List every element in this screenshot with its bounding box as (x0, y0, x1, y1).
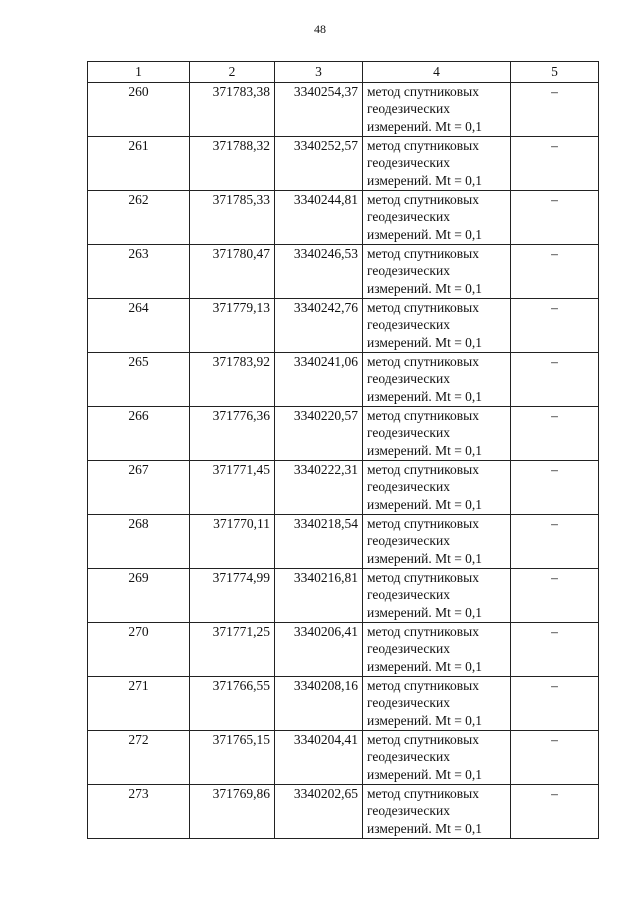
coordinate-y: 3340216,81 (275, 569, 363, 623)
method-line: метод спутниковых (367, 678, 479, 693)
method-line: геодезических (367, 803, 450, 819)
coordinate-x: 371771,25 (190, 623, 275, 677)
point-number: 260 (88, 83, 190, 137)
method-line: измерений. Mt = 0,1 (367, 118, 483, 134)
note-dash: – (511, 731, 599, 785)
method-line: метод спутниковых (367, 300, 479, 315)
table-row (88, 623, 599, 677)
point-number: 264 (88, 299, 190, 353)
header-row (88, 62, 599, 83)
table-row (88, 191, 599, 245)
method-description (363, 137, 511, 191)
header-col-3: 3 (275, 62, 363, 83)
method-description (363, 515, 511, 569)
method-line: геодезических (367, 371, 450, 387)
point-number: 266 (88, 407, 190, 461)
method-line: геодезических (367, 155, 450, 171)
coordinate-y: 3340244,81 (275, 191, 363, 245)
note-dash: – (511, 245, 599, 299)
method-line: измерений. Mt = 0,1 (367, 226, 483, 242)
point-number: 273 (88, 785, 190, 839)
point-number: 261 (88, 137, 190, 191)
point-number: 269 (88, 569, 190, 623)
coordinate-y: 3340254,37 (275, 83, 363, 137)
table-header (88, 62, 599, 83)
coordinate-y: 3340218,54 (275, 515, 363, 569)
note-dash: – (511, 785, 599, 839)
method-line: метод спутниковых (367, 516, 479, 531)
table-row (88, 731, 599, 785)
coordinate-x: 371780,47 (190, 245, 275, 299)
method-line: метод спутниковых (367, 786, 479, 801)
note-dash: – (511, 191, 599, 245)
method-line: измерений. Mt = 0,1 (367, 712, 483, 728)
note-dash: – (511, 623, 599, 677)
coordinate-x: 371785,33 (190, 191, 275, 245)
method-line: метод спутниковых (367, 84, 479, 99)
coordinate-y: 3340252,57 (275, 137, 363, 191)
method-line: метод спутниковых (367, 138, 479, 153)
table-row (88, 677, 599, 731)
point-number: 265 (88, 353, 190, 407)
note-dash: – (511, 515, 599, 569)
method-line: геодезических (367, 425, 450, 441)
method-line: измерений. Mt = 0,1 (367, 496, 483, 512)
method-line: метод спутниковых (367, 570, 479, 585)
table-row (88, 299, 599, 353)
note-dash: – (511, 569, 599, 623)
method-line: измерений. Mt = 0,1 (367, 766, 483, 782)
table-row (88, 137, 599, 191)
method-description (363, 731, 511, 785)
point-number: 270 (88, 623, 190, 677)
coordinate-x: 371770,11 (190, 515, 275, 569)
coordinate-y: 3340204,41 (275, 731, 363, 785)
note-dash: – (511, 299, 599, 353)
method-line: геодезических (367, 317, 450, 333)
point-number: 267 (88, 461, 190, 515)
table-body (88, 83, 599, 839)
method-line: измерений. Mt = 0,1 (367, 442, 483, 458)
method-line: измерений. Mt = 0,1 (367, 820, 483, 836)
table-row (88, 245, 599, 299)
method-line: измерений. Mt = 0,1 (367, 604, 483, 620)
method-line: метод спутниковых (367, 624, 479, 639)
method-description (363, 245, 511, 299)
method-line: измерений. Mt = 0,1 (367, 388, 483, 404)
method-line: геодезических (367, 479, 450, 495)
note-dash: – (511, 677, 599, 731)
method-line: метод спутниковых (367, 732, 479, 747)
method-line: измерений. Mt = 0,1 (367, 280, 483, 296)
method-line: геодезических (367, 263, 450, 279)
method-line: метод спутниковых (367, 462, 479, 477)
note-dash: – (511, 353, 599, 407)
coordinates-table (87, 61, 599, 839)
method-description (363, 407, 511, 461)
coordinate-y: 3340241,06 (275, 353, 363, 407)
coordinate-x: 371788,32 (190, 137, 275, 191)
coordinate-x: 371766,55 (190, 677, 275, 731)
table-row (88, 785, 599, 839)
method-line: геодезических (367, 695, 450, 711)
note-dash: – (511, 407, 599, 461)
method-line: метод спутниковых (367, 192, 479, 207)
point-number: 271 (88, 677, 190, 731)
header-col-5: 5 (511, 62, 599, 83)
point-number: 272 (88, 731, 190, 785)
table-row (88, 83, 599, 137)
method-line: геодезических (367, 641, 450, 657)
method-description (363, 83, 511, 137)
table-row (88, 353, 599, 407)
point-number: 262 (88, 191, 190, 245)
coordinate-x: 371771,45 (190, 461, 275, 515)
method-line: метод спутниковых (367, 408, 479, 423)
note-dash: – (511, 83, 599, 137)
coordinate-y: 3340246,53 (275, 245, 363, 299)
table-row (88, 407, 599, 461)
page-number: 48 (314, 22, 326, 36)
method-line: геодезических (367, 209, 450, 225)
header-col-1: 1 (88, 62, 190, 83)
method-description (363, 785, 511, 839)
method-line: метод спутниковых (367, 354, 479, 369)
coordinate-y: 3340222,31 (275, 461, 363, 515)
method-line: измерений. Mt = 0,1 (367, 334, 483, 350)
method-line: измерений. Mt = 0,1 (367, 172, 483, 188)
coordinate-x: 371774,99 (190, 569, 275, 623)
table-row (88, 569, 599, 623)
coordinate-y: 3340220,57 (275, 407, 363, 461)
coordinate-x: 371765,15 (190, 731, 275, 785)
note-dash: – (511, 461, 599, 515)
table-row (88, 461, 599, 515)
method-description (363, 299, 511, 353)
coordinate-y: 3340242,76 (275, 299, 363, 353)
method-line: геодезических (367, 749, 450, 765)
method-line: геодезических (367, 587, 450, 603)
table-row (88, 515, 599, 569)
coordinate-y: 3340208,16 (275, 677, 363, 731)
method-line: метод спутниковых (367, 246, 479, 261)
point-number: 268 (88, 515, 190, 569)
method-line: измерений. Mt = 0,1 (367, 550, 483, 566)
coordinate-y: 3340202,65 (275, 785, 363, 839)
coordinate-x: 371779,13 (190, 299, 275, 353)
method-line: геодезических (367, 533, 450, 549)
coordinate-x: 371776,36 (190, 407, 275, 461)
method-line: геодезических (367, 101, 450, 117)
coordinate-x: 371783,38 (190, 83, 275, 137)
coordinate-x: 371783,92 (190, 353, 275, 407)
method-description (363, 461, 511, 515)
method-description (363, 569, 511, 623)
method-description (363, 191, 511, 245)
method-description (363, 623, 511, 677)
header-col-2: 2 (190, 62, 275, 83)
coordinate-y: 3340206,41 (275, 623, 363, 677)
method-description (363, 353, 511, 407)
note-dash: – (511, 137, 599, 191)
point-number: 263 (88, 245, 190, 299)
header-col-4: 4 (363, 62, 511, 83)
method-line: измерений. Mt = 0,1 (367, 658, 483, 674)
method-description (363, 677, 511, 731)
coordinate-x: 371769,86 (190, 785, 275, 839)
